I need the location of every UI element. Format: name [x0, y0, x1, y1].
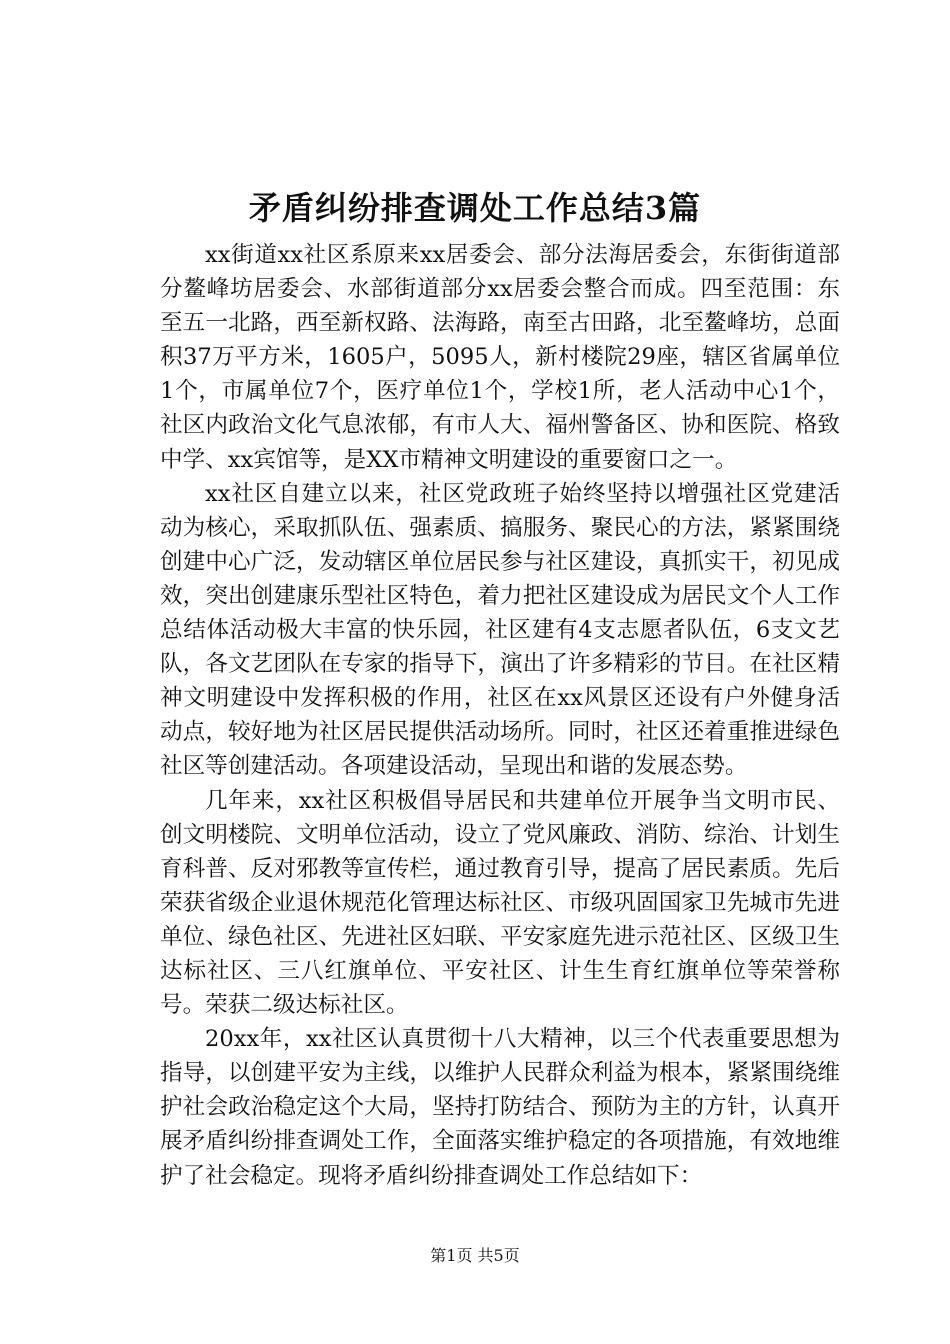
paragraph-1: xx街道xx社区系原来xx居委会、部分法海居委会，东街街道部分鳌峰坊居委会、水部街道部分xx居委会整合而成。四至范围：东至五一北路，西至新权路、法海路，南至古田路，北至鳌峰坊，总面积37万平方米，1605户，5095人，新村楼院29座，辖区省属单位1个，市属单位7个，医疗单位1个，学校1所，老人活动中心1个，社区内政治文化气息浓郁，有市人大、福州警备区、协和医院、格致中学、xx宾馆等，是XX市精神文明建设的重要窗口之一。 [160, 242, 840, 473]
paragraph-4: 20xx年，xx社区认真贯彻十八大精神，以三个代表重要思想为指导，以创建平安为主线，以维护人民群众利益为根本，紧紧围绕维护社会政治稳定这个大局，坚持打防结合、预防为主的方针，认真开展矛盾纠纷排查调处工作，全面落实维护稳定的各项措施，有效地维护了社会稳定。现将矛盾纠纷排查调处工作总结如下： [160, 1026, 840, 1189]
document-body [160, 238, 840, 1193]
page-number-footer: 第1页 共5页 [430, 1246, 520, 1265]
paragraph-3: 几年来，xx社区积极倡导居民和共建单位开展争当文明市民、创文明楼院、文明单位活动，设立了党风廉政、消防、综治、计划生育科普、反对邪教等宣传栏，通过教育引导，提高了居民素质。先后荣获省级企业退休规范化管理达标社区、市级巩固国家卫先城市先进单位、绿色社区、先进社区妇联、平安家庭先进示范社区、区级卫生达标社区、三八红旗单位、平安社区、计生生育红旗单位等荣誉称号。荣获二级达标社区。 [160, 787, 840, 1019]
paragraph-2: xx社区自建立以来，社区党政班子始终坚持以增强社区党建活动为核心，采取抓队伍、强素质、搞服务、聚民心的方法，紧紧围绕创建中心广泛，发动辖区单位居民参与社区建设，真抓实干，初见成效，突出创建康乐型社区特色，着力把社区建设成为居民文个人工作总结体活动极大丰富的快乐园，社区建有4支志愿者队伍，6支文艺队，各文艺团队在专家的指导下，演出了许多精彩的节目。在社区精神文明建设中发挥积极的作用，社区在xx风景区还设有户外健身活动点，较好地为社区居民提供活动场所。同时，社区还着重推进绿色社区等创建活动。各项建设活动，呈现出和谐的发展态势。 [160, 480, 840, 780]
document-title: 矛盾纠纷排查调处工作总结3篇 [248, 189, 702, 227]
